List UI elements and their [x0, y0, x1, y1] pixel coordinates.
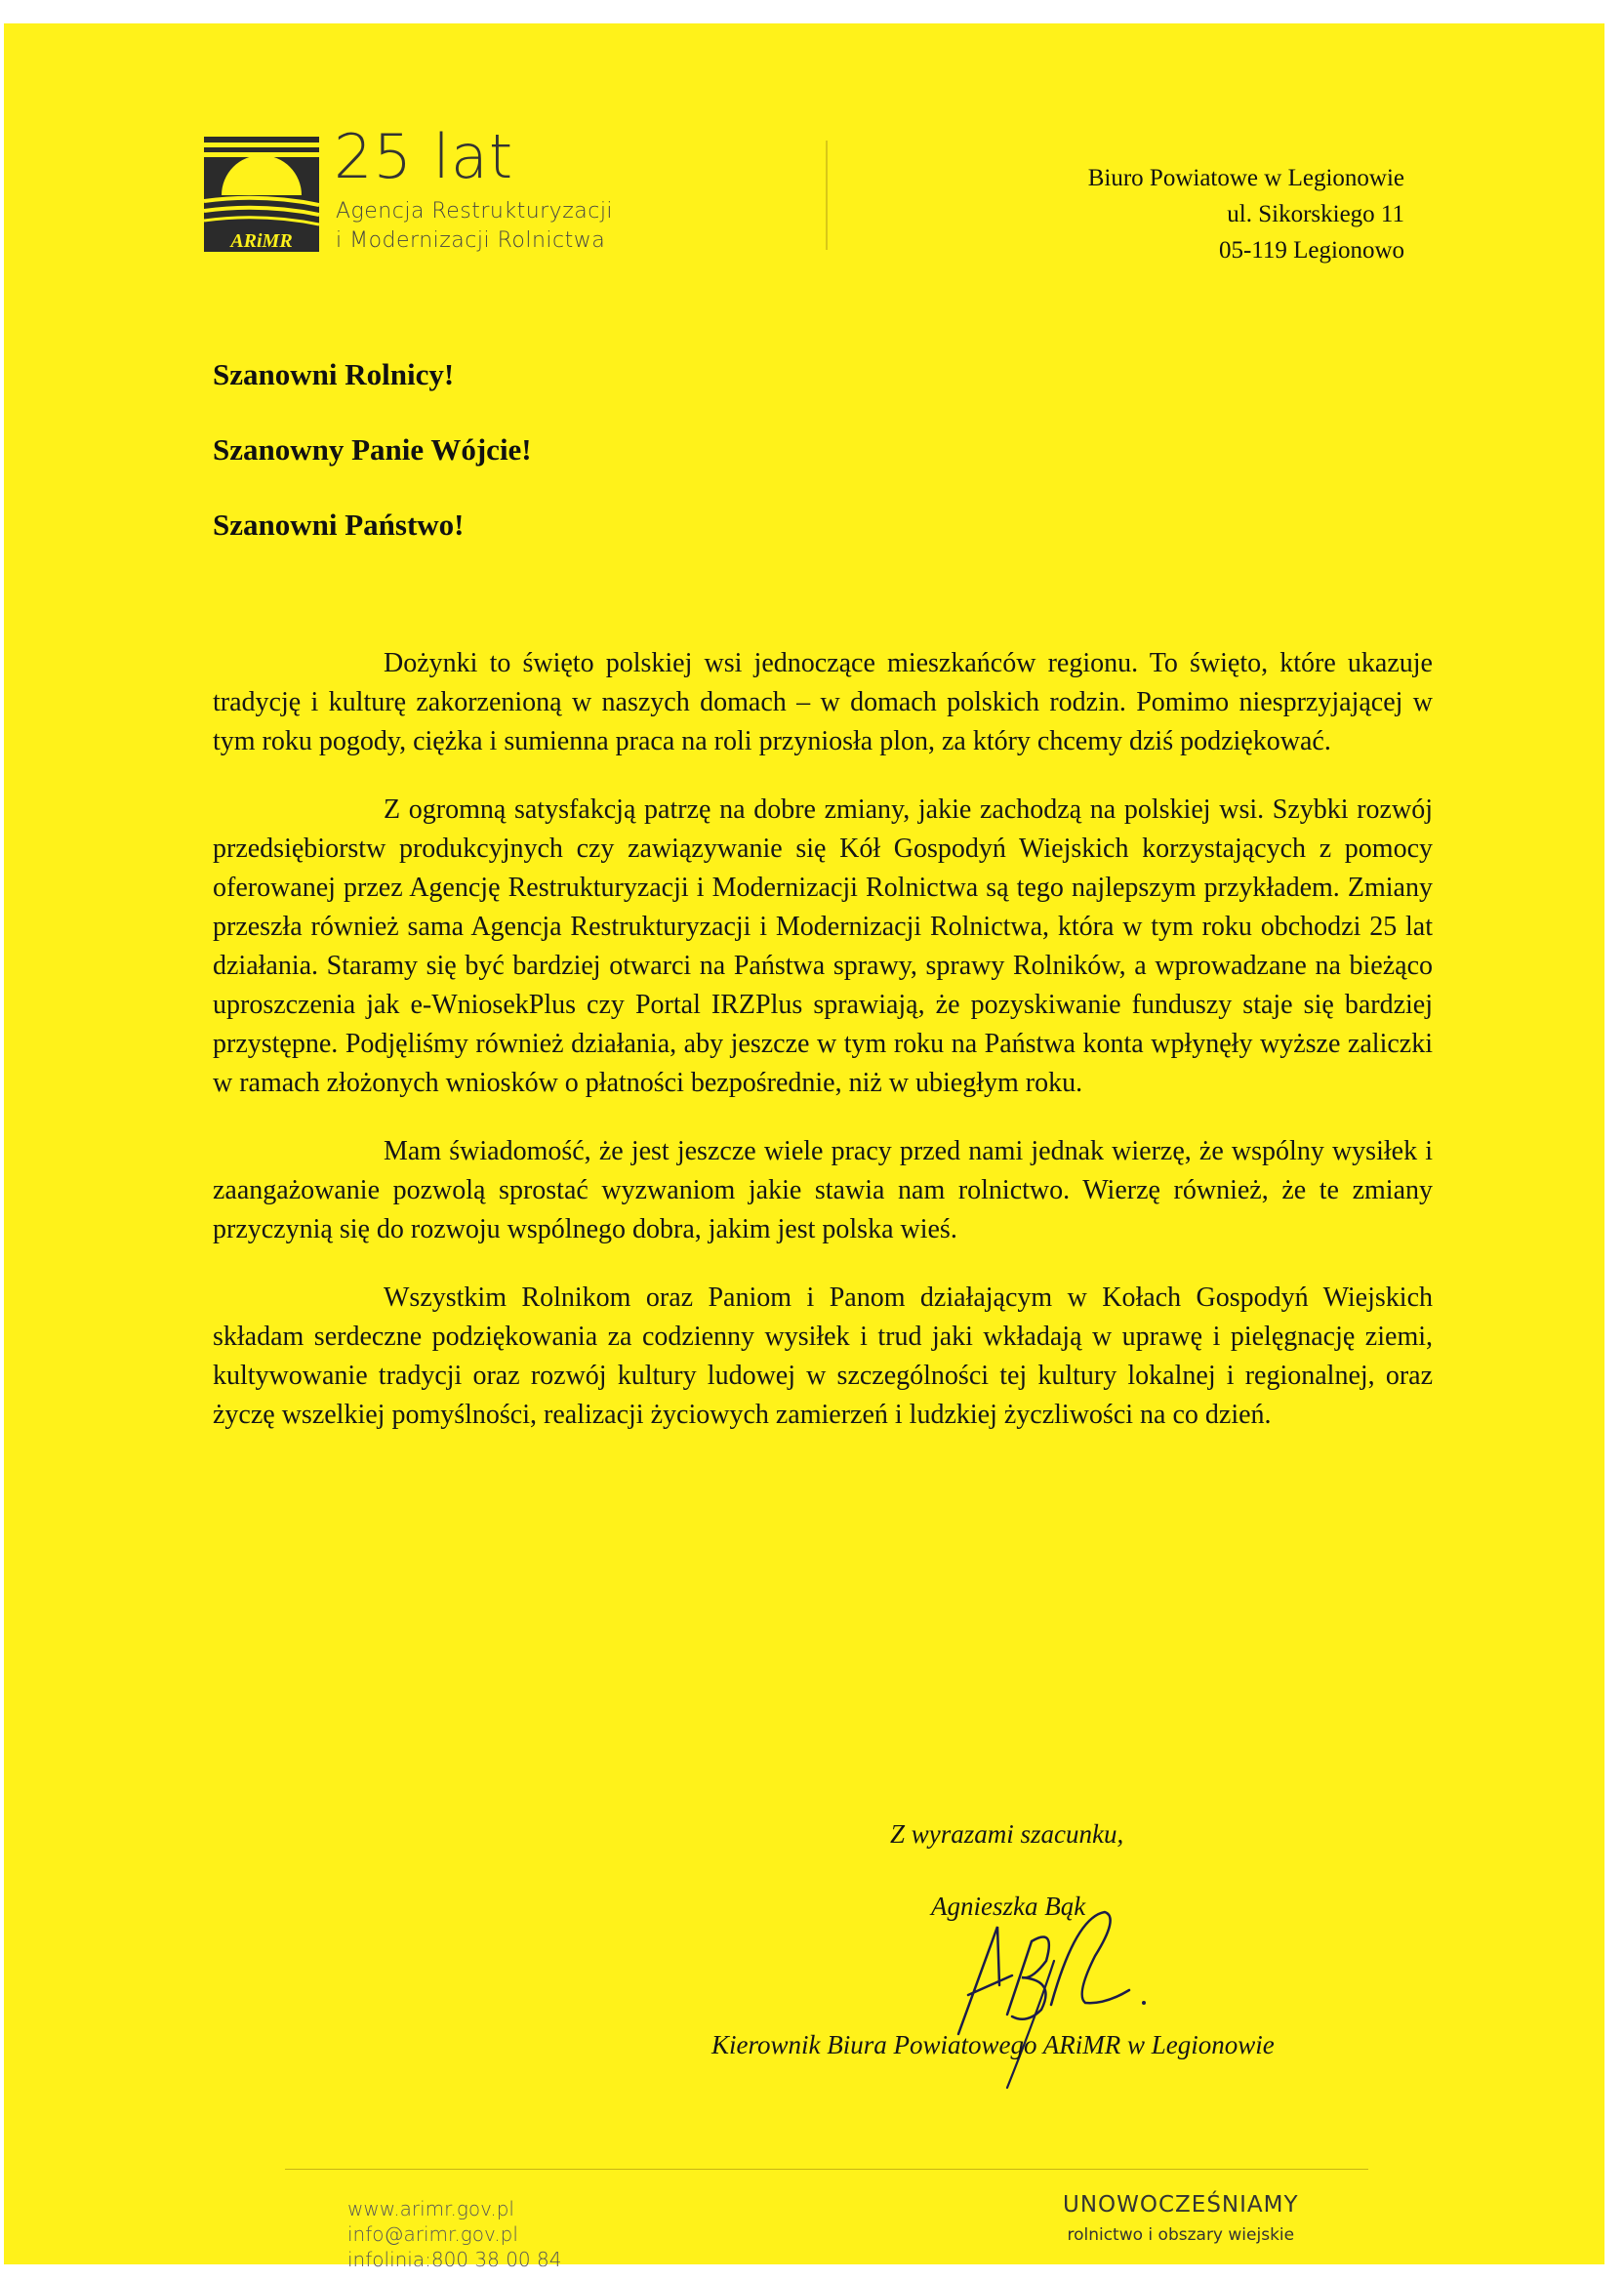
letter-page [4, 23, 1604, 2271]
salutation-farmers: Szanowni Rolnicy! [213, 357, 455, 391]
body-paragraph-1: Dożynki to święto polskiej wsi jednoczące mieszkańców regionu. To święto, które ukazuje tradycję i kulturę zakorzenioną w naszych domach – w domach polskich rodzin. Pomimo niesprzyjającej w tym roku pogody, ciężka i sumienna praca na roli przyniosła plon, za który chcemy dziś podziękować. [213, 648, 1433, 756]
header-divider [826, 141, 828, 250]
sender-address [1088, 160, 1404, 268]
body-paragraph-2: Z ogromną satysfakcją patrzę na dobre zmiany, jakie zachodzą na polskiej wsi. Szybki rozwój przedsiębiorstw produkcyjnych czy zawiązywanie się Kół Gospodyń Wiejskich korzystających z pomocy oferowanej przez Agencję Restrukturyzacji i Modernizacji Rolnictwa są tego najlepszym przykładem. Zmiany przeszła również sama Agencja Restrukturyzacji i Modernizacji Rolnictwa, która w tym roku obchodzi 25 lat działania. Staramy się być bardziej otwarci na Państwa sprawy, sprawy Rolników, a wprowadzane na bieżąco uproszczenia jak e-WniosekPlus czy Portal IRZPlus sprawiają, że pozyskiwanie funduszy staje się bardziej przystępne. Podjęliśmy również działania, aby jeszcze w tym roku na Państwa konta wpłynęły wyższe zaliczki w ramach złożonych wniosków o płatności bezpośrednie, niż w ubiegłym roku. [213, 794, 1433, 1098]
handwritten-signature [939, 1888, 1163, 2093]
signatory-name: Agnieszka Bąk [931, 1892, 1086, 1921]
signatory-title: Kierownik Biura Powiatowego ARiMR w Legionowie [711, 2030, 1275, 2059]
slogan-headline: UNOWOCZEŚNIAMY [1063, 2192, 1299, 2218]
address-office: Biuro Powiatowe w Legionowie [1087, 165, 1404, 191]
arimr-logo-icon [204, 137, 319, 252]
address-street: ul. Sikorskiego 11 [1227, 201, 1404, 227]
letter-body [213, 644, 1433, 1464]
logo-badge-text: ARiMR [230, 230, 293, 252]
salutation-all: Szanowni Państwo! [213, 508, 465, 542]
address-city: 05-119 Legionowo [1218, 237, 1404, 264]
body-paragraph-3: Mam świadomość, że jest jeszcze wiele pracy przed nami jednak wierzę, że wspólny wysiłek i zaangażowanie pozwolą sprostać wyzwaniom jakie stawia nam rolnictwo. Wierzę również, że te zmiany przyczynią się do rozwoju wspólnego dobra, jakim jest polska wieś. [213, 1136, 1433, 1244]
footer-slogan [1063, 2192, 1299, 2245]
slogan-subline: rolnictwo i obszary wiejskie [1067, 2225, 1295, 2245]
footer-email-link[interactable]: info@arimr.gov.pl [347, 2222, 518, 2246]
logo-title: 25 lat [334, 121, 514, 192]
body-paragraph-4: Wszystkim Rolnikom oraz Paniom i Panom działającym w Kołach Gospodyń Wiejskich składam serdeczne podziękowania za codzienny wysiłek i trud jaki wkładają w uprawę i pielęgnację ziemi, kultywowanie tradycji oraz rozwój kultury ludowej w szczególności tej kultury lokalnej i regionalnej, oraz życzę wszelkiej pomyślności, realizacji życiowych zamierzeń i ludzkiej życzliwości na co dzień. [213, 1282, 1433, 1430]
footer-divider [285, 2169, 1368, 2170]
logo-agency-line-1: Agencja Restrukturyzacji [336, 199, 614, 224]
footer-website-link[interactable]: www.arimr.gov.pl [347, 2197, 514, 2220]
logo-agency-line-2: i Modernizacji Rolnictwa [336, 228, 606, 253]
footer-hotline: infolinia:800 38 00 84 [347, 2248, 562, 2271]
closing-regards: Z wyrazami szacunku, [890, 1819, 1124, 1849]
footer-contacts [347, 2196, 561, 2272]
salutation-mayor: Szanowny Panie Wójcie! [213, 432, 532, 467]
